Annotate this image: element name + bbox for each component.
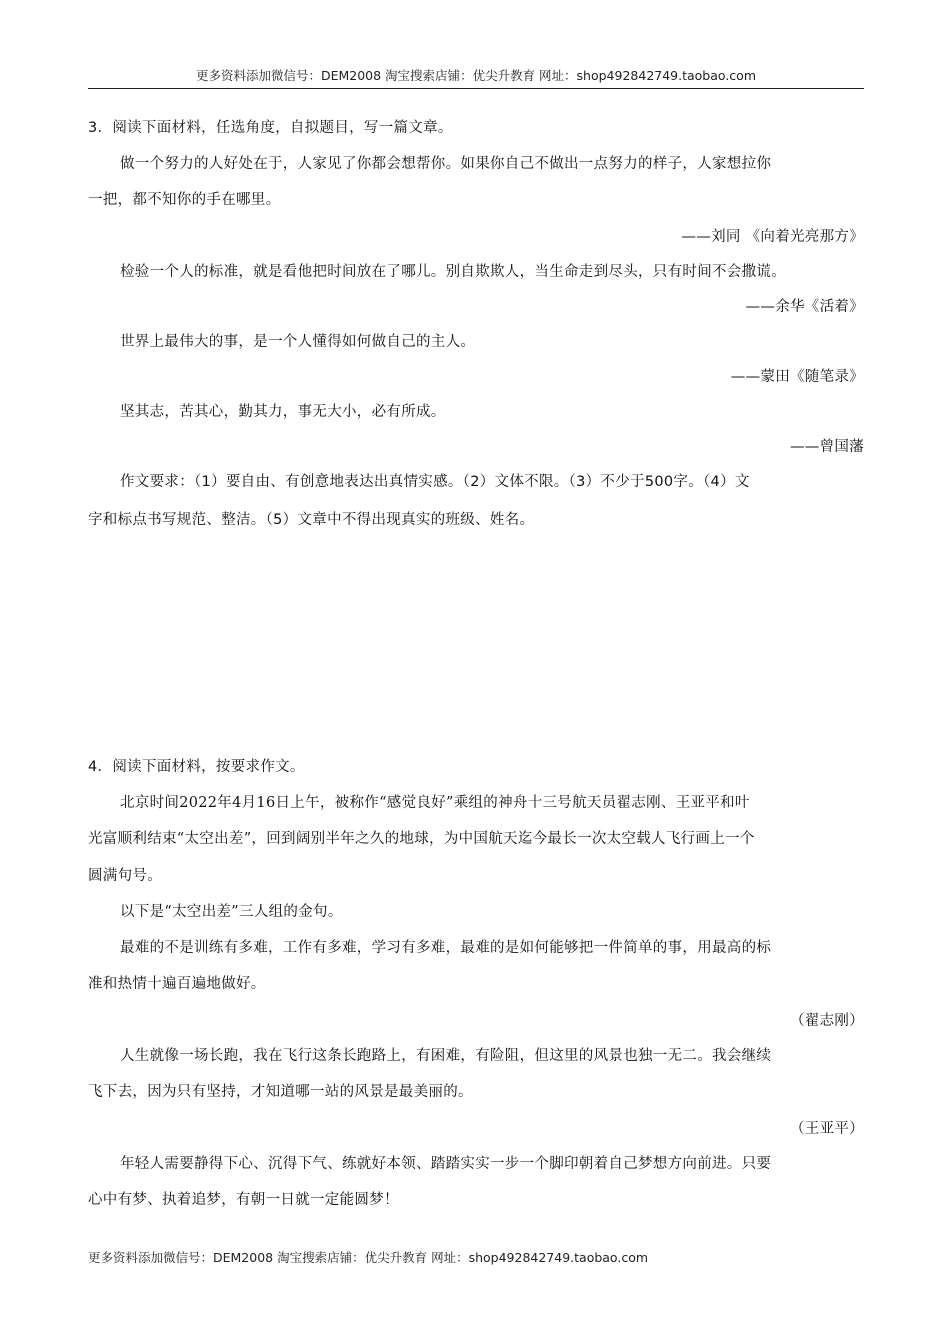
q4-intro-line3: 圆满句号。 [88, 868, 162, 884]
q3-quote4-source: ——曾国藩 [790, 439, 864, 455]
q4-title: 4．阅读下面材料，按要求作文。 [88, 759, 305, 775]
q4-lead-in: 以下是“太空出差”三人组的金句。 [120, 904, 343, 920]
q3-quote1-line2: 一把，都不知你的手在哪里。 [88, 192, 281, 208]
q3-quote3: 世界上最伟大的事，是一个人懂得如何做自己的主人。 [120, 334, 476, 350]
q3-title: 3．阅读下面材料，任选角度，自拟题目，写一篇文章。 [88, 120, 453, 136]
q3-quote2: 检验一个人的标准，就是看他把时间放在了哪儿。别自欺欺人，当生命走到尽头，只有时间不会撒谎。 [120, 264, 786, 280]
q4-quote2-line2: 飞下去，因为只有坚持，才知道哪一站的风景是最美丽的。 [88, 1084, 473, 1100]
q4-intro-line1: 北京时间2022年4月16日上午，被称作“感觉良好”乘组的神舟十三号航天员翟志刚、王亚平和叶 [120, 795, 750, 811]
q3-quote2-source: ——余华《活着》 [745, 299, 864, 315]
q4-quote1-line2: 准和热情十遍百遍地做好。 [88, 976, 266, 992]
page-footer: 更多资料添加微信号：DEM2008 淘宝搜索店铺：优尖升教育 网址：shop492842749.taobao.com [88, 1250, 649, 1265]
q4-quote2-source: （王亚平） [790, 1121, 864, 1137]
q3-quote3-source: ——蒙田《随笔录》 [730, 369, 864, 385]
q3-requirements-line1: 作文要求：（1）要自由、有创意地表达出真情实感。（2）文体不限。（3）不少于500字。（4）文 [120, 474, 750, 490]
q4-quote2-line1: 人生就像一场长跑，我在飞行这条长跑路上，有困难，有险阻，但这里的风景也独一无二。我会继续 [120, 1048, 772, 1064]
q4-quote1-source: （翟志刚） [790, 1013, 864, 1029]
q3-quote1-line1: 做一个努力的人好处在于，人家见了你都会想帮你。如果你自己不做出一点努力的样子，人家想拉你 [120, 156, 772, 172]
q4-quote3-line1: 年轻人需要静得下心、沉得下气、练就好本领、踏踏实实一步一个脚印朝着自己梦想方向前进。只要 [120, 1156, 772, 1172]
q3-requirements-line2: 字和标点书写规范、整洁。（5）文章中不得出现真实的班级、姓名。 [88, 512, 535, 528]
q4-quote1-line1: 最难的不是训练有多难，工作有多难，学习有多难，最难的是如何能够把一件简单的事，用最高的标 [120, 940, 772, 956]
q4-intro-line2: 光富顺利结束“太空出差”，回到阔别半年之久的地球，为中国航天迄今最长一次太空载人飞行画上一个 [88, 831, 755, 847]
q4-quote3-line2: 心中有梦、执着追梦，有朝一日就一定能圆梦！ [88, 1192, 399, 1208]
q3-quote4: 坚其志，苦其心，勤其力，事无大小，必有所成。 [120, 404, 446, 420]
q3-quote1-source: ——刘同 《向着光亮那方》 [681, 229, 864, 245]
page-header: 更多资料添加微信号：DEM2008 淘宝搜索店铺：优尖升教育 网址：shop492842749.taobao.com [88, 66, 864, 89]
